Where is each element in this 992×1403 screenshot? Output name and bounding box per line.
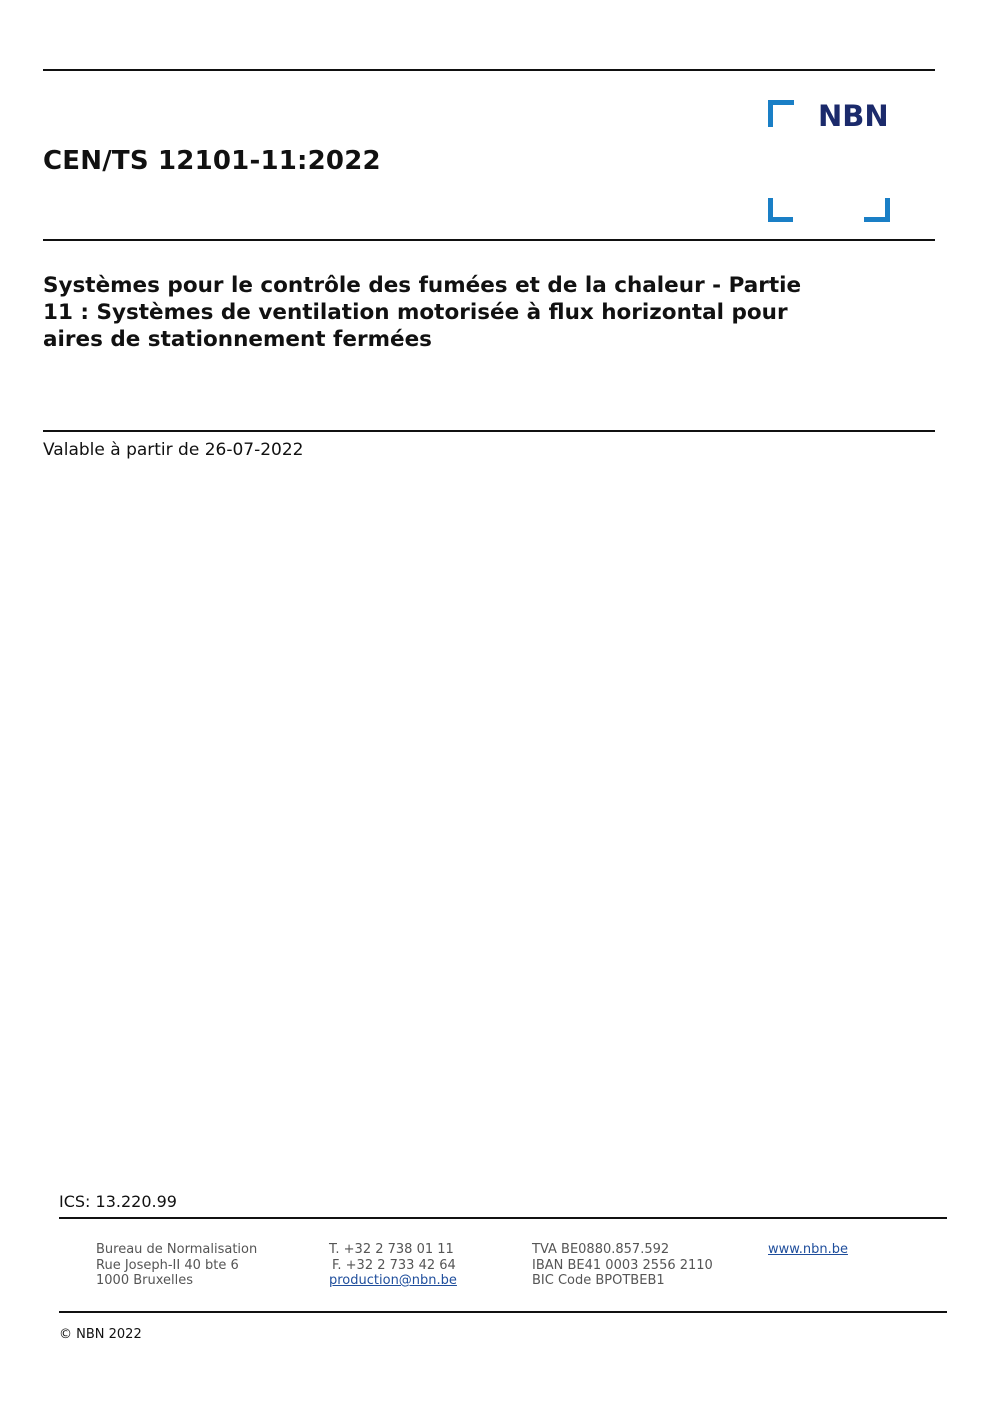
footer-website [768,1242,848,1258]
validity-date: Valable à partir de 26-07-2022 [43,440,304,460]
footer-bank [532,1242,713,1289]
footer-contact [329,1242,457,1289]
logo-text: NBN [818,100,889,133]
top-rule [43,69,935,71]
address-line: Bureau de Normalisation [96,1242,258,1257]
title-line: Systèmes pour le contrôle des fumées et de la chaleur - Partie [43,273,802,298]
nbn-logo [768,100,890,222]
email-link[interactable]: production@nbn.be [329,1273,457,1288]
document-code: CEN/TS 12101-11:2022 [43,146,381,176]
footer-top-rule [59,1217,947,1219]
fax-number: F. +32 2 733 42 64 [332,1257,456,1273]
title-line: 11 : Systèmes de ventilation motorisée à flux horizontal pour [43,300,788,325]
address-line: Rue Joseph-II 40 bte 6 [96,1257,239,1273]
title-line: aires de stationnement fermées [43,327,432,352]
document-title [43,272,913,353]
website-link[interactable]: www.nbn.be [768,1242,848,1257]
bic-code: BIC Code BPOTBEB1 [532,1273,665,1288]
header-divider [43,239,935,241]
iban-number: IBAN BE41 0003 2556 2110 [532,1257,713,1273]
footer-address [96,1242,257,1289]
title-divider [43,430,935,432]
phone-number: T. +32 2 738 01 11 [329,1242,454,1257]
copyright-notice: © NBN 2022 [59,1327,142,1342]
vat-number: TVA BE0880.857.592 [532,1242,670,1257]
ics-code: ICS: 13.220.99 [59,1192,177,1211]
footer-bottom-rule [59,1311,947,1313]
address-line: 1000 Bruxelles [96,1273,194,1288]
